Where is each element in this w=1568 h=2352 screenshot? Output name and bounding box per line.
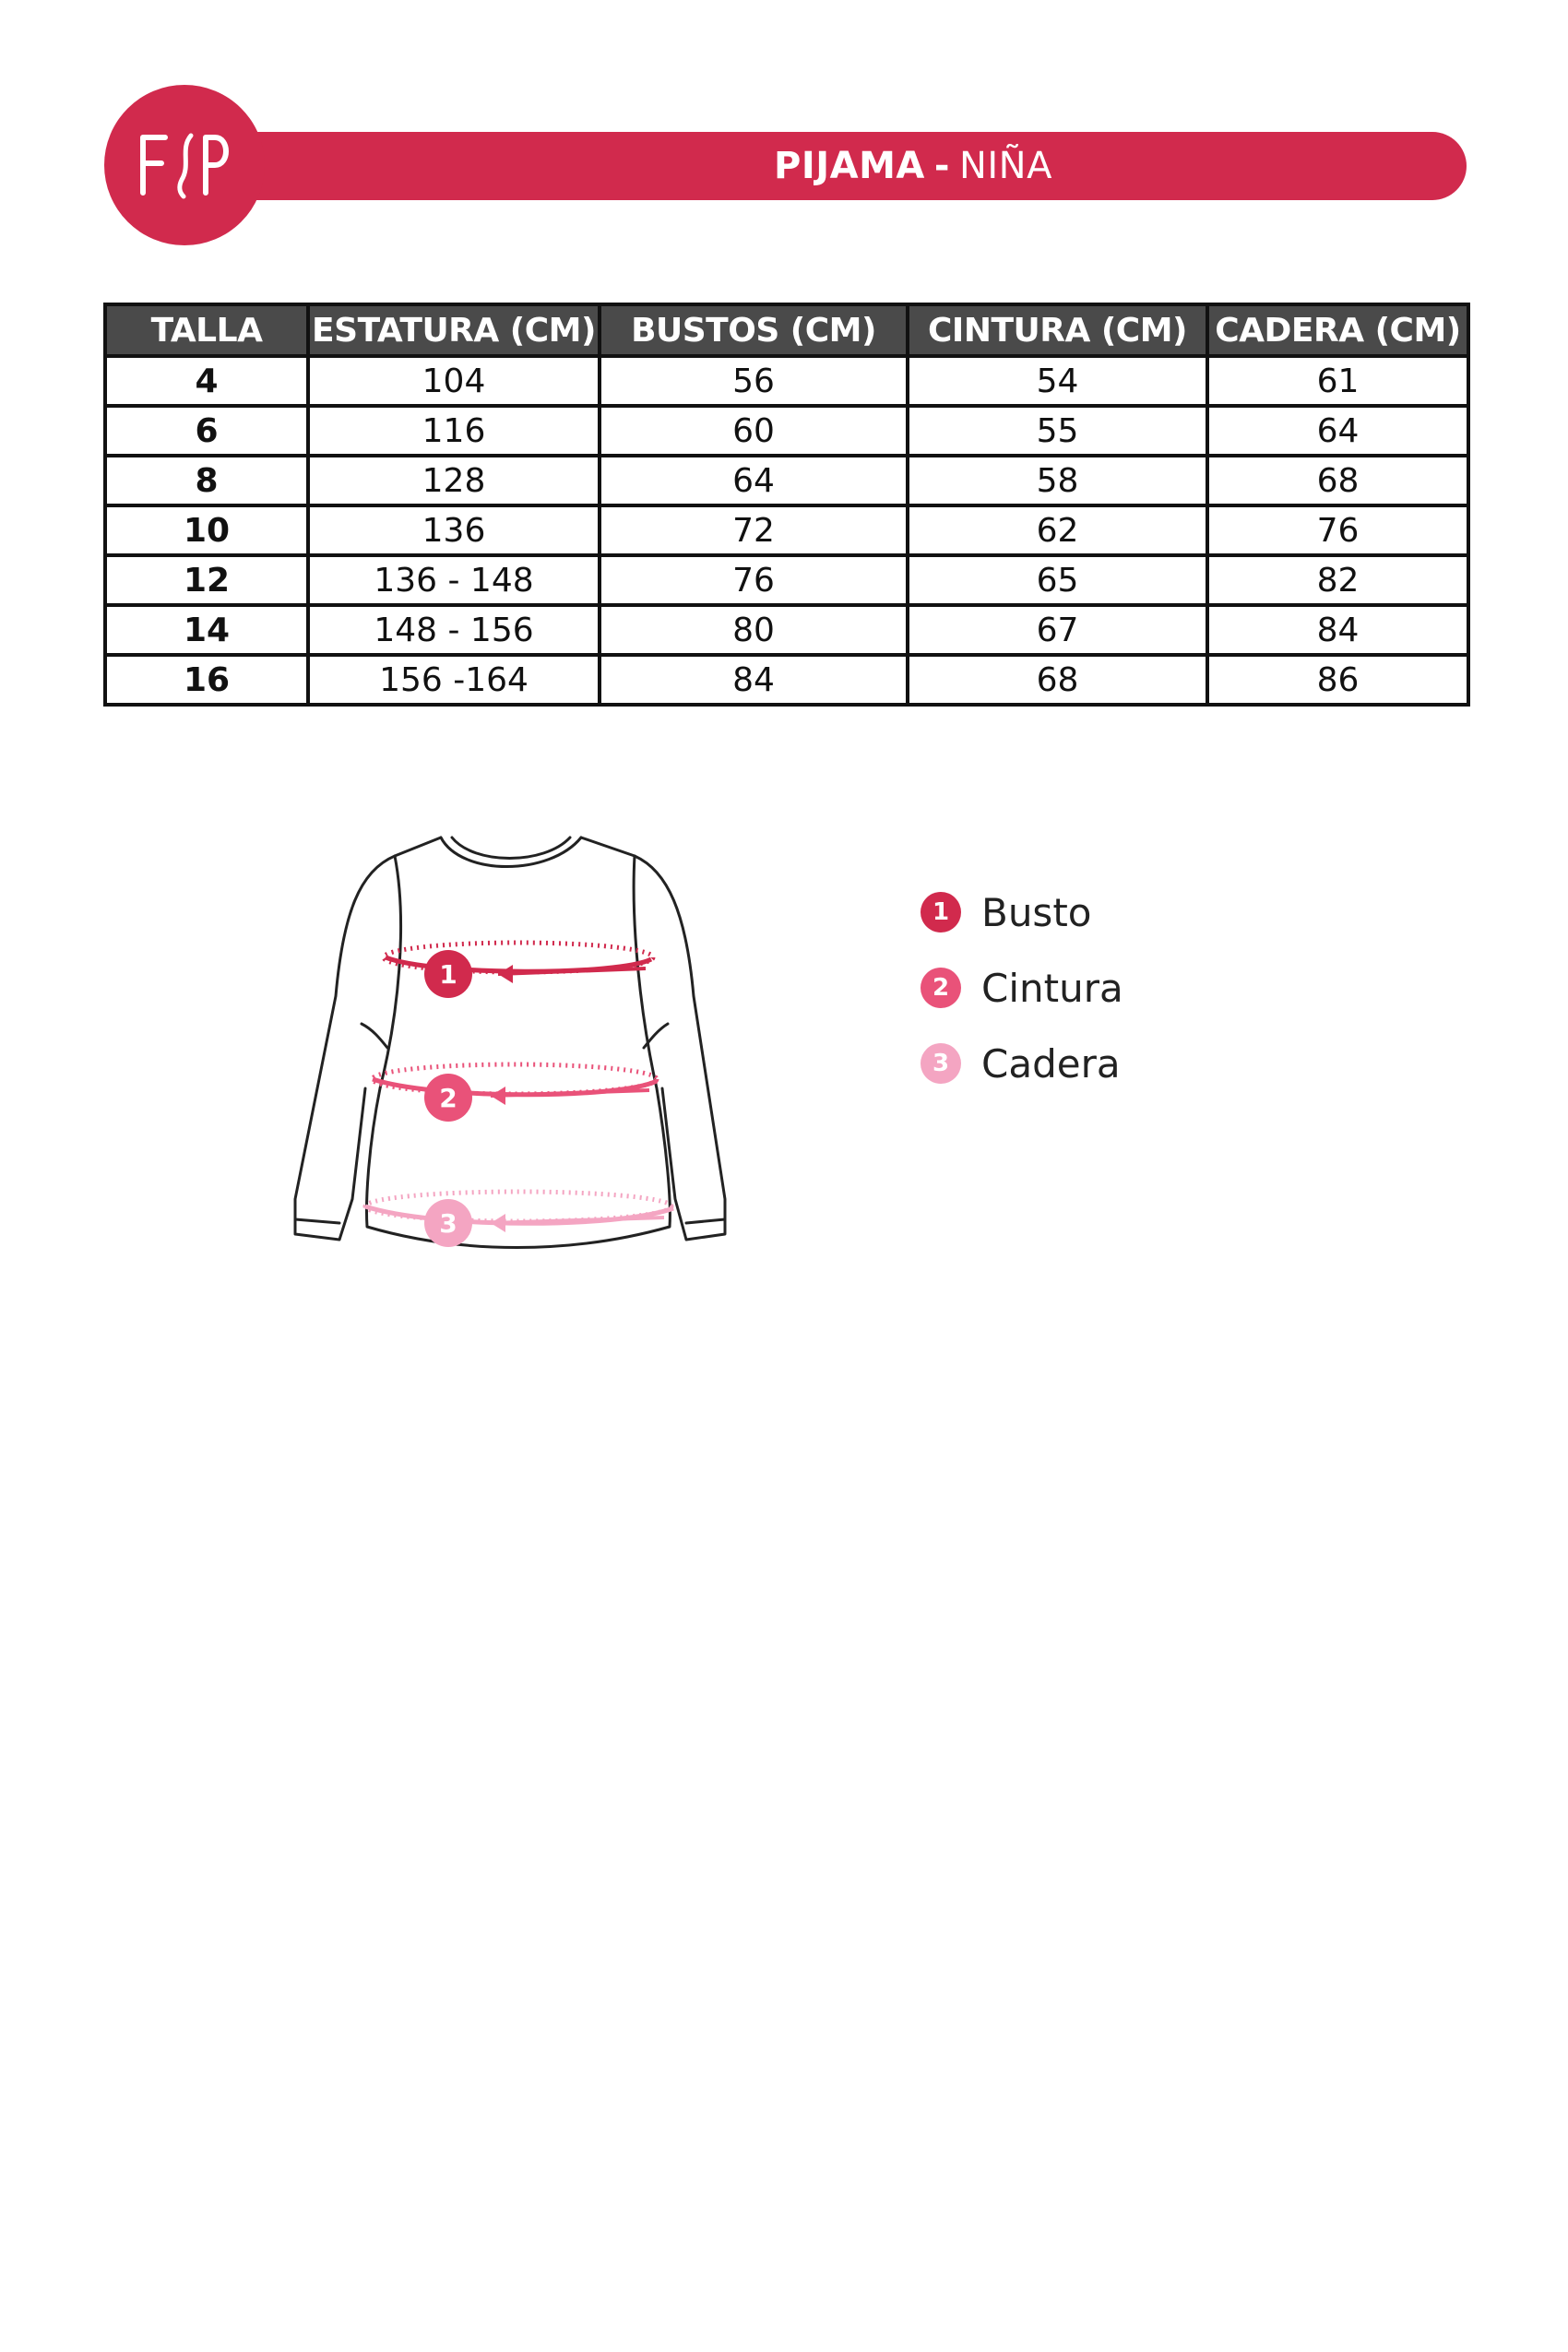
table-row <box>105 605 1468 655</box>
waist-marker-number: 2 <box>439 1083 457 1113</box>
legend-label: Cintura <box>981 965 1123 1011</box>
cell-talla: 12 <box>105 555 308 605</box>
garment-diagram <box>277 812 756 1254</box>
cell-estatura: 156 -164 <box>308 655 600 705</box>
cell-cadera: 86 <box>1207 655 1468 705</box>
cell-cadera: 76 <box>1207 505 1468 555</box>
cell-cintura: 55 <box>908 406 1207 456</box>
title-product: PIJAMA <box>774 145 925 187</box>
header-cadera: CADERA (CM) <box>1207 304 1468 356</box>
cell-estatura: 136 - 148 <box>308 555 600 605</box>
cell-bustos: 80 <box>600 605 908 655</box>
cell-talla: 8 <box>105 456 308 505</box>
legend-label: Busto <box>981 889 1092 935</box>
table-row <box>105 356 1468 406</box>
measurement-legend <box>921 874 1123 1101</box>
legend-number-2: 2 <box>921 968 961 1008</box>
cell-cintura: 54 <box>908 356 1207 406</box>
bust-marker-number: 1 <box>439 959 457 990</box>
header-estatura: ESTATURA (CM) <box>308 304 600 356</box>
cell-bustos: 76 <box>600 555 908 605</box>
cell-cintura: 67 <box>908 605 1207 655</box>
legend-item-cintura <box>921 950 1123 1026</box>
cell-cintura: 58 <box>908 456 1207 505</box>
size-table <box>103 303 1470 707</box>
cell-talla: 4 <box>105 356 308 406</box>
table-row <box>105 406 1468 456</box>
legend-item-cadera <box>921 1026 1123 1101</box>
legend-label: Cadera <box>981 1040 1121 1087</box>
cell-cintura: 65 <box>908 555 1207 605</box>
title-category: NIÑA <box>958 145 1052 187</box>
cell-cadera: 82 <box>1207 555 1468 605</box>
cell-talla: 16 <box>105 655 308 705</box>
table-row <box>105 555 1468 605</box>
cell-cadera: 64 <box>1207 406 1468 456</box>
header-talla: TALLA <box>105 304 308 356</box>
cell-bustos: 56 <box>600 356 908 406</box>
table-header-row <box>105 304 1468 356</box>
cell-talla: 14 <box>105 605 308 655</box>
table-row <box>105 505 1468 555</box>
header-bar <box>212 132 1467 200</box>
title-separator: - <box>933 145 950 187</box>
cell-cintura: 62 <box>908 505 1207 555</box>
table-row <box>105 655 1468 705</box>
cell-cintura: 68 <box>908 655 1207 705</box>
cell-estatura: 116 <box>308 406 600 456</box>
cell-bustos: 64 <box>600 456 908 505</box>
cell-cadera: 68 <box>1207 456 1468 505</box>
cell-estatura: 128 <box>308 456 600 505</box>
cell-talla: 10 <box>105 505 308 555</box>
hip-marker-number: 3 <box>439 1208 457 1239</box>
cell-estatura: 136 <box>308 505 600 555</box>
brand-logo <box>104 85 265 245</box>
cell-talla: 6 <box>105 406 308 456</box>
legend-item-busto <box>921 874 1123 950</box>
cell-estatura: 104 <box>308 356 600 406</box>
page-title <box>360 132 1467 200</box>
legend-number-3: 3 <box>921 1043 961 1084</box>
cell-bustos: 60 <box>600 406 908 456</box>
header-bustos: BUSTOS (CM) <box>600 304 908 356</box>
cell-cadera: 61 <box>1207 356 1468 406</box>
header-cintura: CINTURA (CM) <box>908 304 1207 356</box>
fsp-logo-icon <box>134 128 235 202</box>
legend-number-1: 1 <box>921 892 961 932</box>
cell-estatura: 148 - 156 <box>308 605 600 655</box>
shirt-outline-icon <box>295 837 725 1248</box>
table-row <box>105 456 1468 505</box>
cell-cadera: 84 <box>1207 605 1468 655</box>
cell-bustos: 84 <box>600 655 908 705</box>
cell-bustos: 72 <box>600 505 908 555</box>
